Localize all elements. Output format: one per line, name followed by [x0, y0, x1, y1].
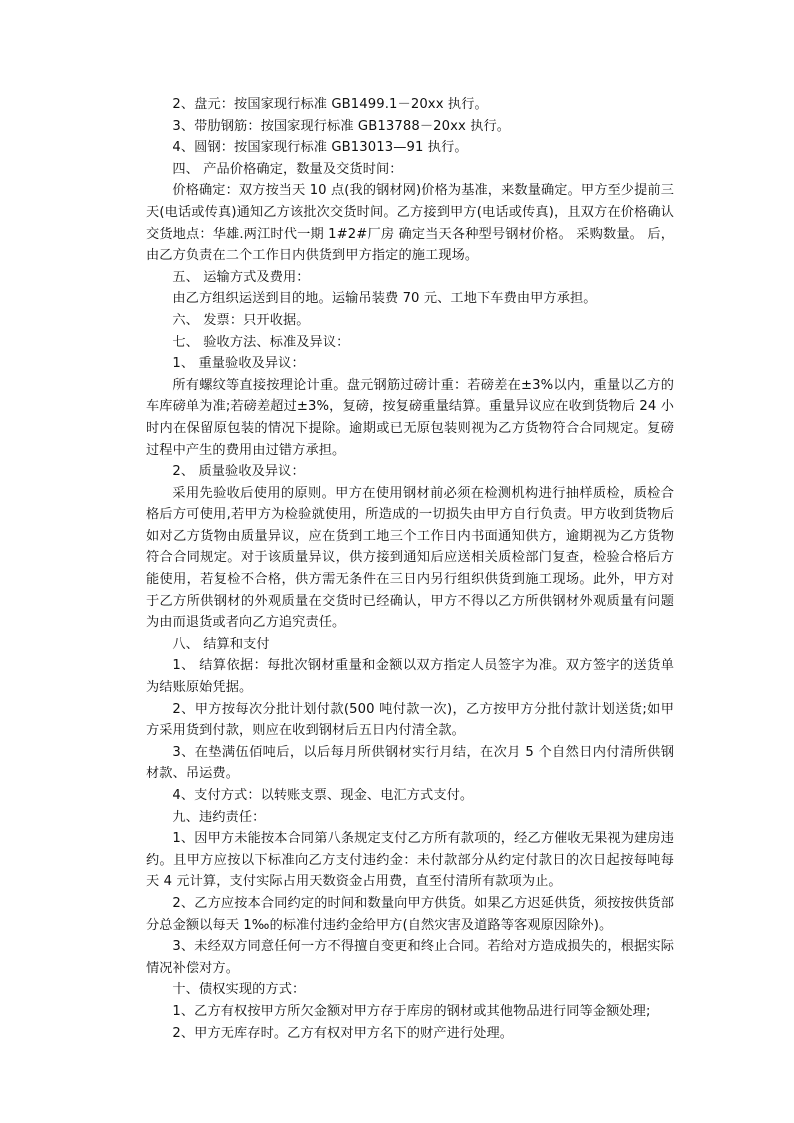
section-7-2-heading: 2、 质量验收及异议：: [172, 464, 305, 480]
section-7-heading: 七、 验收方法、标准及异议：: [172, 334, 350, 350]
section-8-1-paragraph: 1、 结算依据：每批次钢材重量和金额以双方指定人员签字为准。双方签字的送货单为结账原始凭据。: [146, 658, 674, 696]
section-7-1-heading: 1、 重量验收及异议：: [172, 356, 305, 372]
section-6-heading: 六、 发票：只开收据。: [172, 312, 310, 328]
section-5-heading: 五、 运输方式及费用：: [172, 269, 310, 285]
section-7-2-paragraph: 采用先验收后使用的原则。甲方在使用钢材前必须在检测机构进行抽样质检，质检合格后方可使用,若甲方为检验就使用，所造成的一切损失由甲方自行负责。甲方收到货物后如对乙方货物由质量异议，应在货到工地三个工作日内书面通知供方，逾期视为乙方货物符合合同规定。对于该质量异议，供方接到通知后应送相关质检部门复查，检验合格后方能使用，若复检不合格，供方需无条件在三日内另行组织供货到施工现场。此外，甲方对于乙方所供钢材的外观质量在交货时已经确认，甲方不得以乙方所供钢材外观质量有问题为由而退货或者向乙方追究责任。: [146, 485, 674, 631]
document-page: [146, 94, 674, 1044]
section-8-4-paragraph: 4、支付方式：以转账支票、现金、电汇方式支付。: [172, 788, 474, 803]
clause-3-rebar: 3、带肋钢筋：按国家现行标准 GB13788－20xx 执行。: [172, 118, 511, 134]
section-4-price-paragraph: 价格确定：双方按当天 10 点(我的钢材网)价格为基准，来数量确定。甲方至少提前三天(电话或传真)通知乙方该批次交货时间。乙方接到甲方(电话或传真)，且双方在价格确认交货地点：华雄.两江时代一期 1#2#厂房 确定当天各种型号钢材价格。 采购数量。 后，由乙方负责在二个工作日内供货到甲方指定的施工现场。: [146, 183, 674, 264]
clause-2-coil: 2、盘元：按国家现行标准 GB1499.1－20xx 执行。: [172, 97, 488, 112]
section-9-heading: 九、违约责任：: [172, 809, 266, 825]
section-5-paragraph: 由乙方组织运送到目的地。运输吊装费 70 元、工地下车费由甲方承担。: [172, 291, 597, 307]
section-9-2-paragraph: 2、乙方应按本合同约定的时间和数量向甲方供货。如果乙方迟延供货，须按按供货部分总金额以每天 1‰的标准付违约金给甲方(自然灾害及道路等客观原因除外)。: [146, 895, 674, 933]
section-9-3-paragraph: 3、未经双方同意任何一方不得擅自变更和终止合同。若给对方造成损失的，根据实际情况补偿对方。: [146, 939, 674, 976]
section-10-1-paragraph: 1、乙方有权按甲方所欠金额对甲方存于库房的钢材或其他物品进行同等金额处理;: [172, 1003, 651, 1019]
clause-4-round-steel: 4、圆钢：按国家现行标准 GB13013—91 执行。: [172, 140, 468, 156]
section-8-heading: 八、 结算和支付: [172, 636, 270, 652]
section-8-2-paragraph: 2、甲方按每次分批计划付款(500 吨付款一次)，乙方按甲方分批付款计划送货;如甲方采用货到付款，则应在收到钢材后五日内付清全款。: [146, 701, 674, 739]
section-10-2-paragraph: 2、甲方无库存时。乙方有权对甲方名下的财产进行处理。: [172, 1025, 514, 1041]
section-4-heading: 四、 产品价格确定，数量及交货时间：: [172, 161, 403, 177]
section-10-heading: 十、债权实现的方式：: [172, 982, 306, 998]
section-8-3-paragraph: 3、在垫满伍佰吨后，以后每月所供钢材实行月结，在次月 5 个自然日内付清所供钢材款、吊运费。: [146, 744, 674, 782]
section-9-1-paragraph: 1、因甲方未能按本合同第八条规定支付乙方所有款项的，经乙方催收无果视为建房违约。且甲方应按以下标准向乙方支付违约金：未付款部分从约定付款日的次日起按每吨每天 4 元计算，支付实际占用天数资金占用费，直至付清所有款项为止。: [146, 831, 674, 890]
section-7-1-paragraph: 所有螺纹等直接按理论计重。盘元钢筋过磅计重：若磅差在±3%以内，重量以乙方的车库磅单为准;若磅差超过±3%，复磅，按复磅重量结算。重量异议应在收到货物后 24 小时内在保留原包装的情况下提除。逾期或已无原包装则视为乙方货物符合合同规定。复磅过程中产生的费用由过错方承担。: [146, 377, 674, 458]
